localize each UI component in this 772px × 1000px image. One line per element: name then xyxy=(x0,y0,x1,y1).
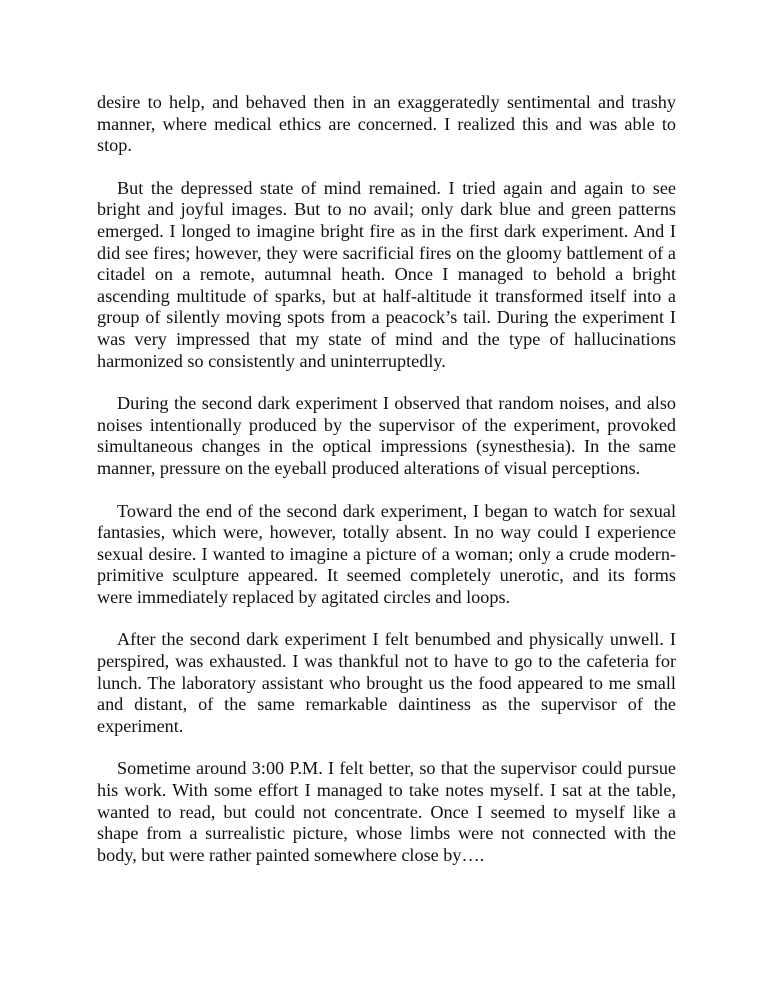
paragraph-synesthesia: During the second dark experiment I observed that random noises, and also noises intentionally produced by the supervisor of the experiment, provoked simultaneous changes in the optical impressions (synesthesia). In the same manner, pressure on the eyeball produced alterations of visual perceptions. xyxy=(97,393,676,478)
paragraph-depressed-state: But the depressed state of mind remained. I tried again and again to see bright and joyful images. But to no avail; only dark blue and green patterns emerged. I longed to imagine bright fire as in the first dark experiment. And I did see fires; however, they were sacrificial fires on the gloomy battlement of a citadel on a remote, autumnal heath. Once I managed to behold a bright ascending multitude of sparks, but at half-altitude it transformed itself into a group of silently moving spots from a peacock’s tail. During the experiment I was very impressed that my state of mind and the type of hallucinations harmonized so consistently and uninterruptedly. xyxy=(97,177,676,371)
paragraph-afternoon: Sometime around 3:00 P.M. I felt better, so that the supervisor could pursue his work. With some effort I managed to take notes myself. I sat at the table, wanted to read, but could not concentrate. Once I seemed to myself like a shape from a surrealistic picture, whose limbs were not connected with the body, but were rather painted somewhere close by…. xyxy=(97,758,676,865)
document-page xyxy=(97,92,676,887)
paragraph-after-experiment: After the second dark experiment I felt benumbed and physically unwell. I perspired, was exhausted. I was thankful not to have to go to the cafeteria for lunch. The laboratory assistant who brought us the food appeared to me small and distant, of the same remarkable daintiness as the supervisor of the experiment. xyxy=(97,629,676,736)
paragraph-continuation: desire to help, and behaved then in an exaggeratedly sentimental and trashy manner, where medical ethics are concerned. I realized this and was able to stop. xyxy=(97,92,676,156)
paragraph-sexual-fantasies: Toward the end of the second dark experiment, I began to watch for sexual fantasies, which were, however, totally absent. In no way could I experience sexual desire. I wanted to imagine a picture of a woman; only a crude modern-primitive sculpture appeared. It seemed completely unerotic, and its forms were immediately replaced by agitated circles and loops. xyxy=(97,500,676,607)
